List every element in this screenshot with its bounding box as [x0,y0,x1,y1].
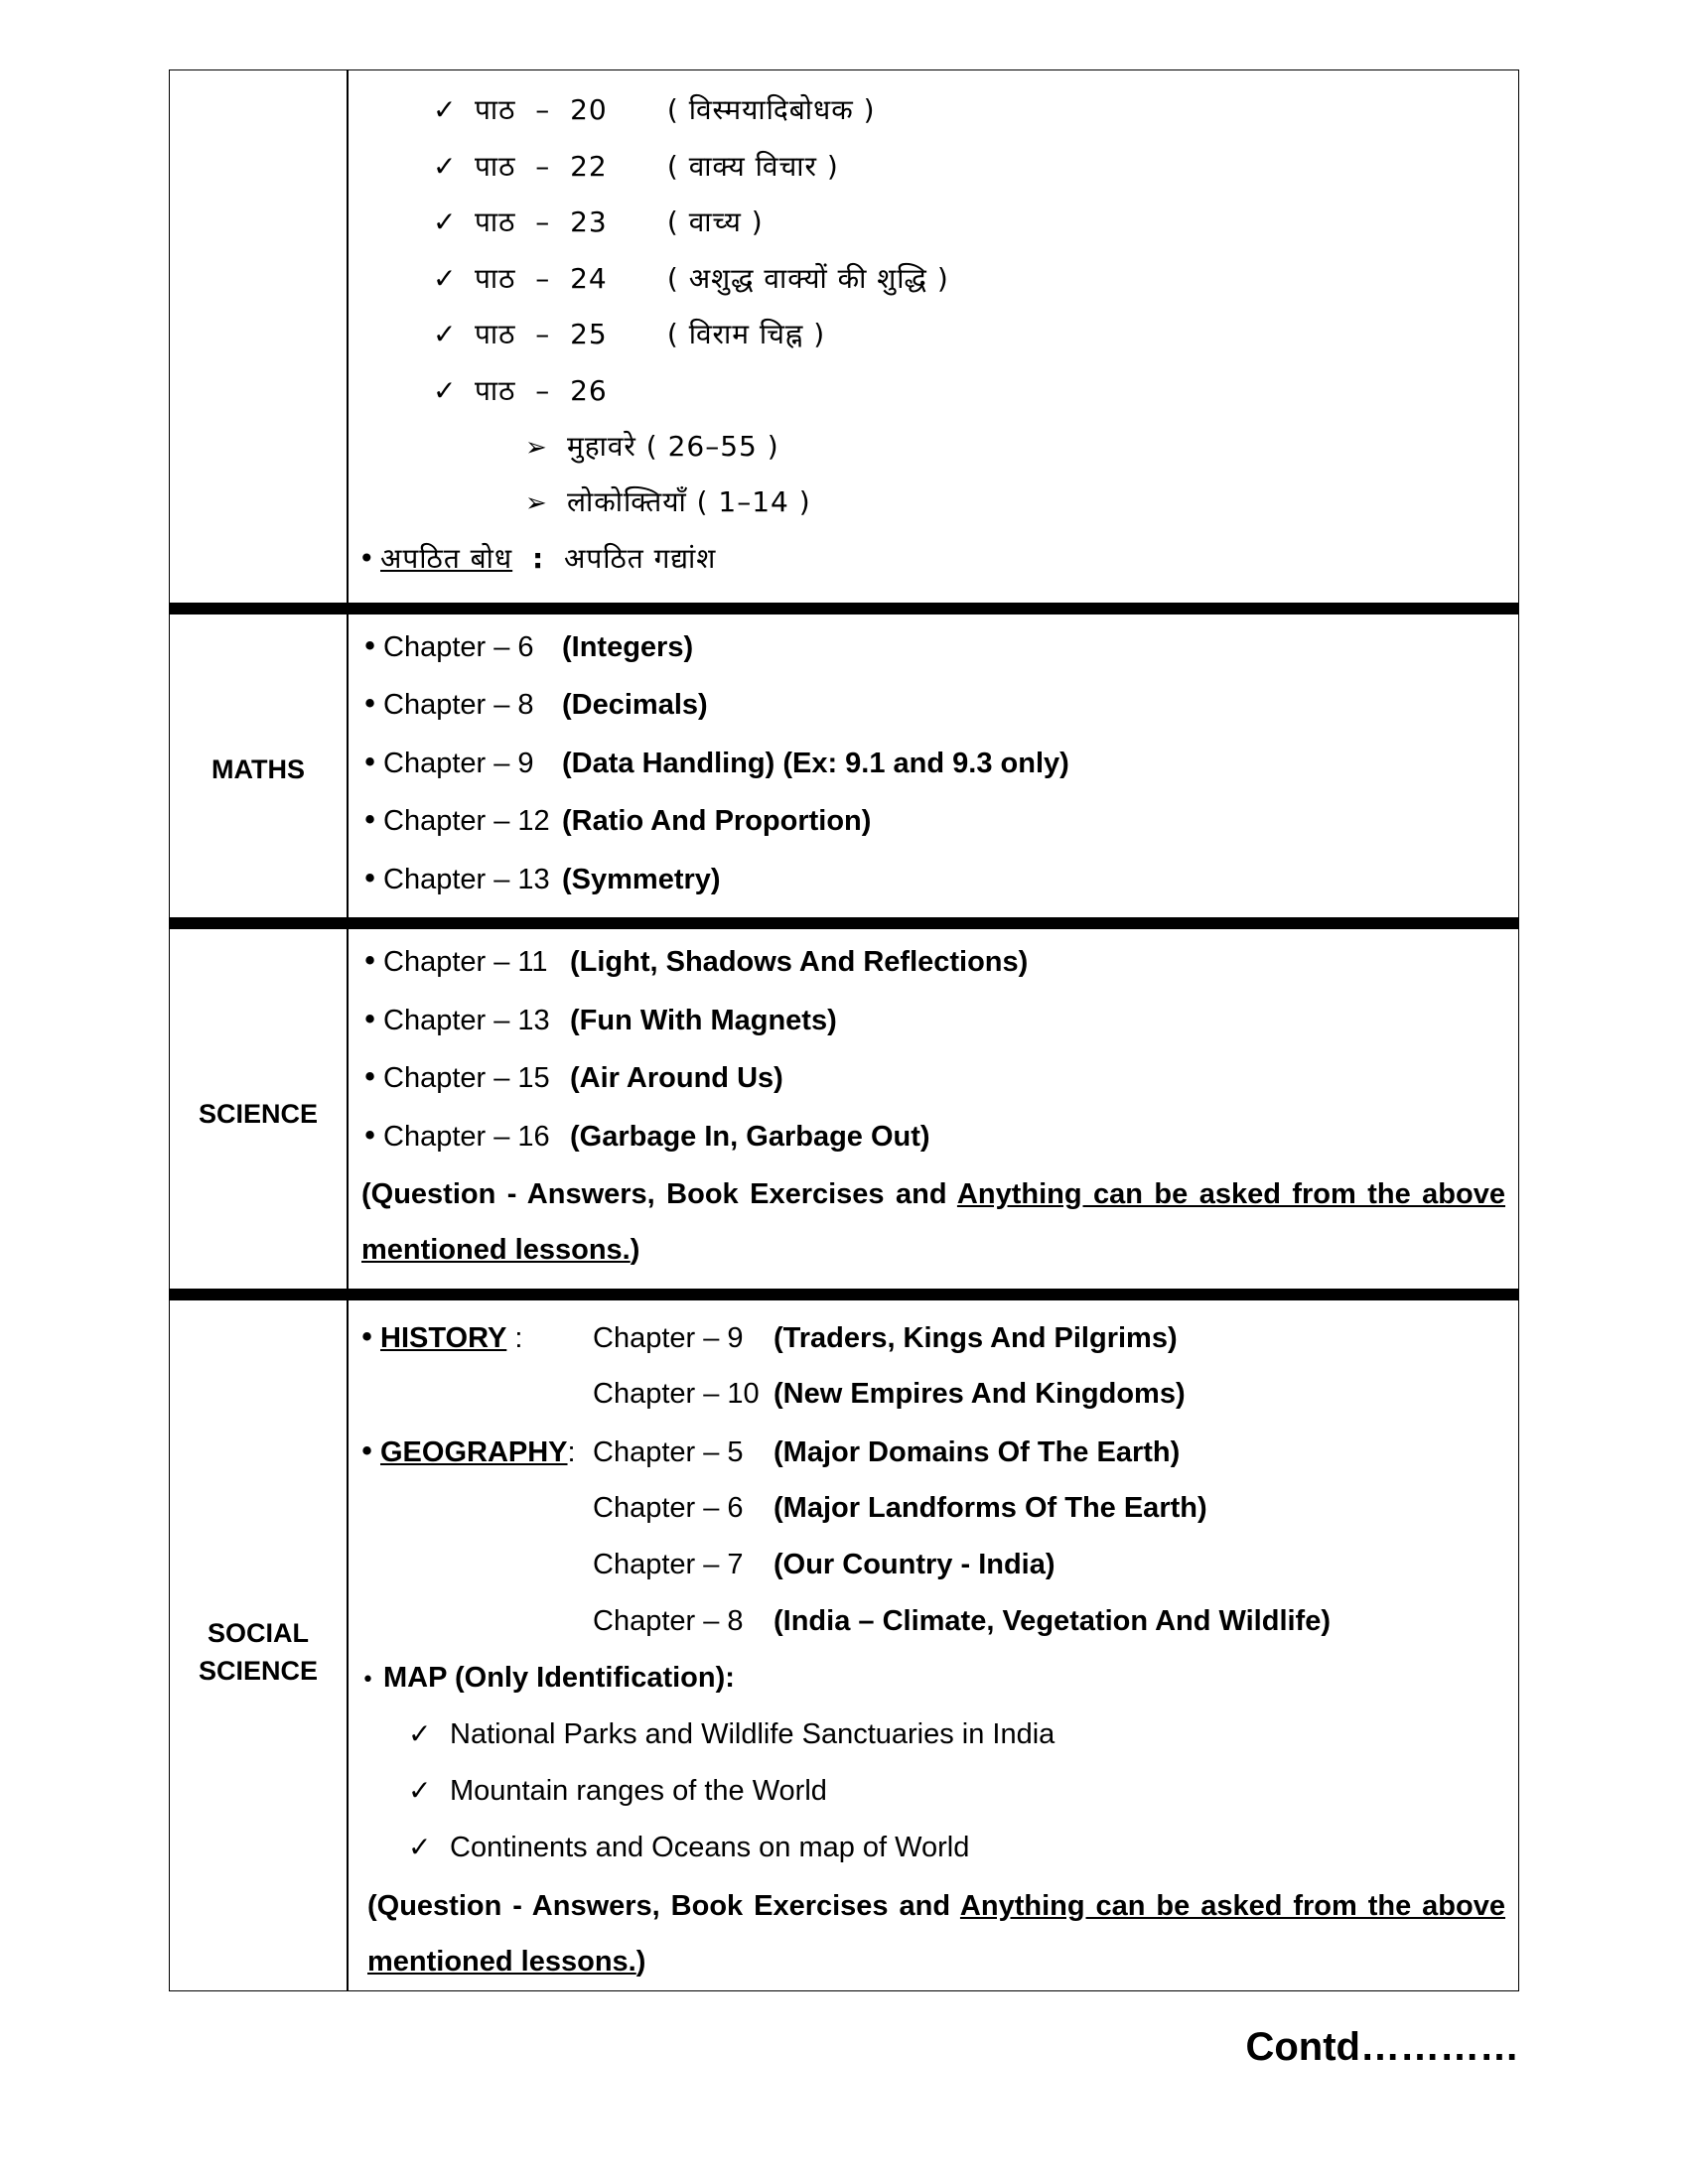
subject-line: SCIENCE [198,1656,319,1686]
arrow-bullet-icon: ➢ [525,433,548,463]
history-chapter: Chapter – 10 (New Empires And Kingdoms) [593,1378,1186,1410]
map-item: ✓ Mountain ranges of the World [408,1771,827,1811]
checkmark-icon: ✓ [408,1774,432,1807]
geography-heading: • GEOGRAPHY: Chapter – 5 (Major Domains Of The Earth) [358,1432,1180,1472]
map-item: ✓ Continents and Oceans on map of World [408,1828,969,1867]
subject-maths: MATHS [211,754,305,784]
bullet-icon: • [358,1320,376,1354]
arrow-bullet-icon: ➢ [525,488,548,518]
hindi-item: ✓ पाठ – 22 ( वाक्य विचार ) [433,147,839,187]
bullet-icon: • [361,944,379,978]
geography-chapter: Chapter – 7 (Our Country - India) [593,1549,1055,1580]
hindi-item: ✓ पाठ – 24 ( अशुद्ध वाक्यों की शुद्धि ) [433,259,949,299]
checkmark-icon: ✓ [433,150,458,183]
bullet-icon: • [361,803,379,837]
bullet-icon: • [358,1434,376,1468]
bullet-icon: • [361,862,379,895]
checkmark-icon: ✓ [433,374,458,407]
checkmark-icon: ✓ [408,1831,432,1863]
hindi-sub-item: ➢ लोकोक्तियाँ ( 1–14 ) [525,482,811,523]
history-heading: • HISTORY : Chapter – 9 (Traders, Kings And Pilgrims) [358,1317,1178,1358]
bullet-icon: • [358,542,376,575]
bullet-icon: • [361,629,379,663]
maths-chapter: • Chapter – 13 (Symmetry) [361,859,721,899]
science-chapter: • Chapter – 16 (Garbage In, Garbage Out) [361,1116,930,1157]
hindi-item: ✓ पाठ – 26 [433,371,667,411]
maths-chapter: • Chapter – 12 (Ratio And Proportion) [361,800,871,841]
social-science-note: (Question - Answers, Book Exercises and Anything can be asked from the above mentioned lessons.) [367,1890,1505,1978]
science-note: (Question - Answers, Book Exercises and Anything can be asked from the above mentioned lessons.) [361,1178,1505,1266]
checkmark-icon: ✓ [433,318,458,350]
syllabus-table [169,69,1519,1991]
map-heading: • MAP (Only Identification): [361,1658,735,1701]
subject-science: SCIENCE [198,1099,319,1129]
hindi-item: ✓ पाठ – 20 ( विस्मयादिबोधक ) [433,90,876,130]
bullet-icon: • [361,1060,379,1094]
bullet-icon: • [361,687,379,721]
maths-chapter: • Chapter – 8 (Decimals) [361,684,708,725]
checkmark-icon: ✓ [433,93,458,126]
subject-social-science [170,1614,347,1690]
hindi-sub-item: ➢ मुहावरे ( 26–55 ) [525,427,779,468]
maths-chapter: • Chapter – 6 (Integers) [361,626,693,667]
map-item: ✓ National Parks and Wildlife Sanctuaries in India [408,1714,1055,1754]
bullet-icon: • [361,1119,379,1153]
maths-chapter: • Chapter – 9 (Data Handling) (Ex: 9.1 and 9.3 only) [361,743,1069,783]
bullet-icon: • [361,1668,374,1693]
science-chapter: • Chapter – 13 (Fun With Magnets) [361,1000,837,1040]
column-divider [347,70,349,1990]
bullet-icon: • [361,1003,379,1036]
row-divider [170,917,1518,929]
hindi-unseen-passage: • अपठित बोध : अपठित गद्यांश [358,539,716,579]
geography-chapter: Chapter – 6 (Major Landforms Of The Earth) [593,1492,1207,1524]
checkmark-icon: ✓ [433,205,458,238]
checkmark-icon: ✓ [433,262,458,295]
hindi-item: ✓ पाठ – 23 ( वाच्य ) [433,203,764,242]
bullet-icon: • [361,746,379,779]
checkmark-icon: ✓ [408,1717,432,1750]
hindi-item: ✓ पाठ – 25 ( विराम चिह्न ) [433,315,825,354]
geography-chapter: Chapter – 8 (India – Climate, Vegetation And Wildlife) [593,1605,1331,1637]
row-divider [170,603,1518,614]
continued-label: Contd………… [1245,2025,1519,2069]
subject-line: SOCIAL [207,1618,309,1648]
science-chapter: • Chapter – 11 (Light, Shadows And Reflections) [361,941,1028,982]
row-divider [170,1289,1518,1300]
science-chapter: • Chapter – 15 (Air Around Us) [361,1057,783,1098]
